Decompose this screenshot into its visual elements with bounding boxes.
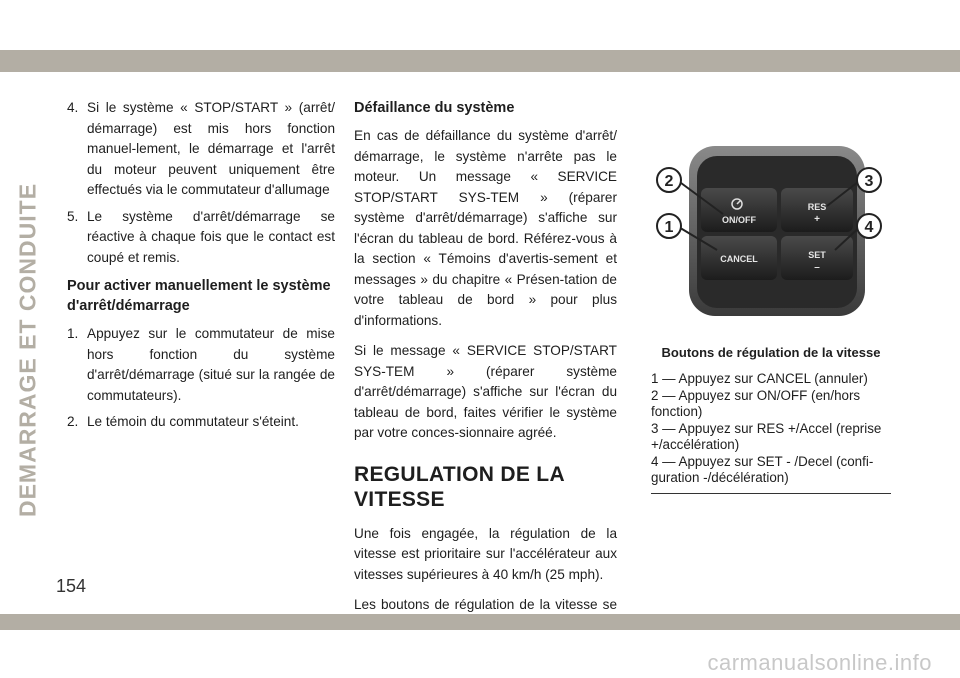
paragraph: En cas de défaillance du système d'arrêt/ démarrage, le système n'arrête pas le moteur. Un message « SERVICE STOP/START SYS-TEM » (réparer système d'arrêt/démarrage) s'affiche sur l'écran du tableau de bord. Référez-vous à la section « Témoins d'avertis-sement et messages » du chapitre « Présen-tation de votre tableau de bord » pour plus d'informations. (354, 128, 617, 328)
subheading-manual-activation: Pour activer manuellement le système d'arrêt/démarrage (67, 278, 331, 314)
right-column (651, 120, 891, 494)
header-rule (0, 50, 960, 72)
footer-rule (0, 614, 960, 630)
watermark-text: carmanualsonline.info (707, 650, 932, 675)
middle-column (354, 98, 617, 646)
paragraph: Si le message « SERVICE STOP/START SYS-TEM » (réparer système d'arrêt/démarrage) s'affiche sur l'écran du tableau de bord, faites vérifier le système par votre conces-sionnaire agréé. (354, 343, 617, 440)
page-number: 154 (56, 576, 87, 596)
cruise-control-buttons-figure (651, 120, 891, 320)
subheading-system-failure: Défaillance du système (354, 100, 515, 116)
list-item: 2. Le témoin du commutateur s'éteint. (67, 414, 299, 429)
figure-legend (651, 371, 891, 494)
section-heading: REGULATION DE LA VITESSE (354, 462, 565, 511)
res-label: RES (807, 202, 827, 212)
header-band (0, 0, 960, 50)
svg-text:4: 4 (864, 219, 874, 236)
left-column (67, 98, 335, 439)
list-item: 1. Appuyez sur le commutateur de mise hors fonction du système d'arrêt/démarrage (situé sur la rangée de commutateurs). (67, 326, 335, 403)
on-off-button (701, 188, 777, 232)
list-item: 4. Si le système « STOP/START » (arrêt/ démarrage) est mis hors fonction manuel-lement, le démarrage et l'arrêt du moteur peuvent uniquement être effectués via le commutateur d'allumage (67, 100, 335, 197)
list-item: 5. Le système d'arrêt/démarrage se réactive à chaque fois que le contact est coupé et remis. (67, 208, 335, 265)
legend-item: 1 — Appuyez sur CANCEL (annuler) (651, 371, 868, 386)
svg-text:1: 1 (664, 219, 674, 236)
on-off-label: ON/OFF (722, 215, 756, 225)
svg-text:3: 3 (864, 173, 874, 190)
res-plus-label: + (814, 214, 820, 225)
set-minus-label: – (814, 262, 820, 273)
paragraph: Une fois engagée, la régulation de la vitesse est prioritaire sur l'accélérateur aux vitesses supérieures à 40 km/h (25 mph). (354, 525, 617, 582)
paragraph: Les boutons de régulation de la vitesse se (354, 597, 617, 612)
cancel-label: CANCEL (720, 254, 758, 264)
figure-caption: Boutons de régulation de la vitesse (661, 344, 881, 360)
legend-item: 4 — Appuyez sur SET - /Decel (confi-guration -/décélération) (651, 453, 874, 485)
set-label: SET (808, 250, 826, 260)
svg-text:2: 2 (664, 173, 674, 190)
legend-item: 2 — Appuyez sur ON/OFF (en/hors fonction) (651, 387, 861, 419)
legend-item: 3 — Appuyez sur RES +/Accel (reprise +/accélération) (651, 420, 882, 452)
